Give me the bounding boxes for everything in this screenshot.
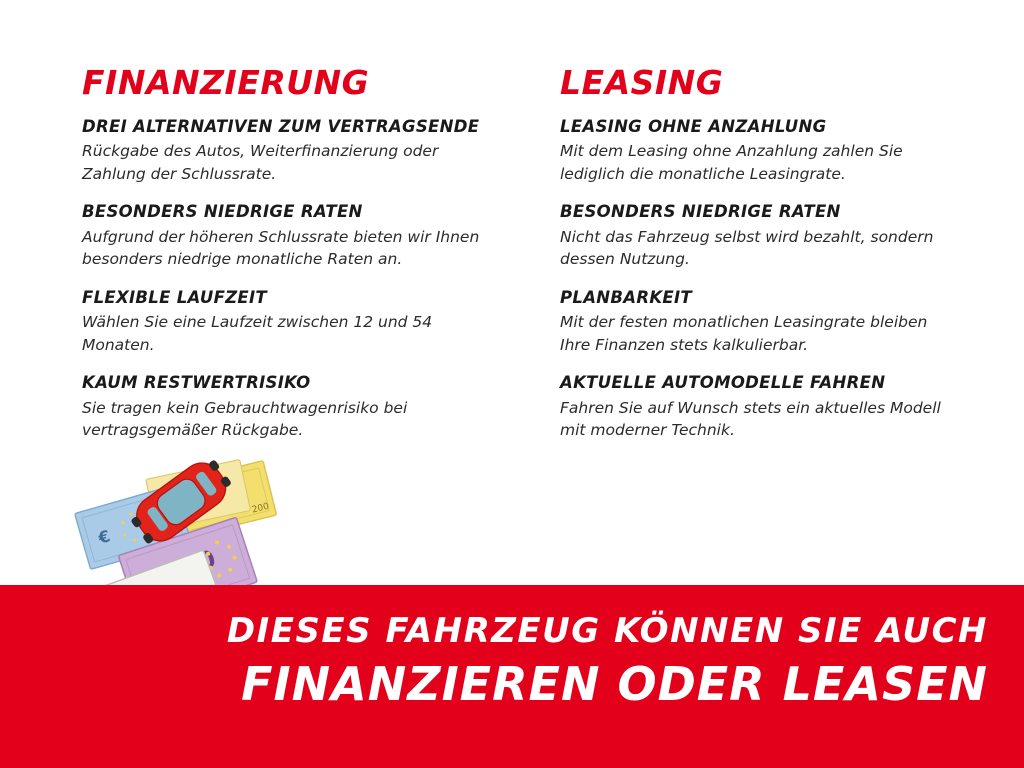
entry-heading: BESONDERS NIEDRIGE RATEN [560, 202, 841, 222]
entry-item [82, 288, 480, 357]
entry-item [82, 373, 480, 442]
banner-line-2: FINANZIEREN ODER LEASEN [241, 657, 988, 711]
entry-text: Wählen Sie eine Laufzeit zwischen 12 und 54 Monaten. [82, 313, 433, 354]
column-leasing [480, 63, 950, 459]
entry-item [560, 373, 950, 442]
entry-text: Aufgrund der höheren Schlussrate bieten wir Ihnen besonders niedrige monatliche Raten an. [82, 227, 480, 269]
entry-heading: LEASING OHNE ANZAHLUNG [560, 116, 827, 136]
entry-text: Fahren Sie auf Wunsch stets ein aktuelles Modell mit moderner Technik. [560, 398, 941, 440]
bottom-banner [0, 585, 1024, 768]
entry-heading: FLEXIBLE LAUFZEIT [82, 287, 267, 307]
column-financing [0, 63, 480, 459]
entry-item [560, 117, 950, 186]
entry-heading: DREI ALTERNATIVEN ZUM VERTRAGSENDE [82, 116, 480, 136]
entry-heading: AKTUELLE AUTOMODELLE FAHREN [560, 373, 886, 393]
entry-text: Nicht das Fahrzeug selbst wird bezahlt, sondern dessen Nutzung. [560, 227, 934, 269]
entry-text: Rückgabe des Autos, Weiterfinanzierung oder Zahlung der Schlussrate. [82, 142, 439, 183]
entry-text: Sie tragen kein Gebrauchtwagenrisiko bei vertragsgemäßer Rückgabe. [82, 398, 408, 440]
entry-text: Mit der festen monatlichen Leasingrate bleiben Ihre Finanzen stets kalkulierbar. [560, 313, 928, 354]
entry-text: Mit dem Leasing ohne Anzahlung zahlen Sie lediglich die monatliche Leasingrate. [560, 142, 903, 183]
svg-text:€: € [96, 526, 113, 548]
content-columns [0, 63, 1024, 459]
column-title-leasing: LEASING [560, 63, 724, 102]
entry-heading: BESONDERS NIEDRIGE RATEN [82, 202, 363, 222]
entry-item [82, 117, 480, 186]
banner-line-1: DIESES FAHRZEUG KÖNNEN SIE AUCH [226, 611, 988, 651]
entry-item [560, 202, 950, 271]
entry-heading: KAUM RESTWERTRISIKO [82, 373, 311, 393]
entry-item [560, 288, 950, 357]
svg-text:200: 200 [251, 501, 271, 516]
entry-item [82, 202, 480, 271]
entry-heading: PLANBARKEIT [560, 287, 692, 307]
column-title-financing: FINANZIERUNG [82, 63, 370, 102]
